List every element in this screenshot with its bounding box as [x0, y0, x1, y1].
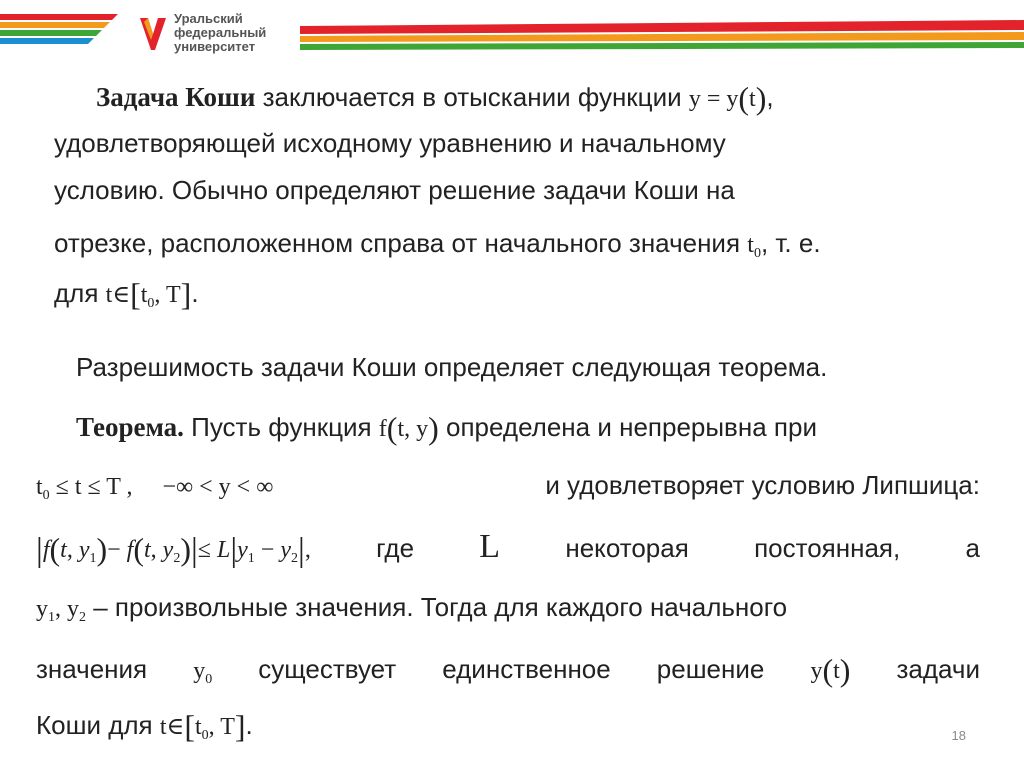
formula-conditions: $t_0 \le t \le T$ , −∞ < y < ∞	[36, 474, 274, 503]
value-word-3: единственное	[442, 654, 611, 684]
cauchy-term: Задача Коши	[96, 82, 256, 112]
university-name	[174, 12, 266, 54]
value-word-4: решение	[656, 654, 765, 684]
theorem-text1: Пусть функция	[191, 412, 372, 442]
para1-line2: удовлетворяющей исходному уравнению и начальному	[54, 128, 726, 158]
formula-y1-y2: $y_1$, $y_2$	[36, 596, 86, 625]
const-word-1: некоторая	[565, 533, 689, 563]
formula-y-t: y(t)	[810, 652, 851, 688]
constant-L: L	[479, 528, 501, 565]
page-number: 18	[951, 728, 966, 743]
university-line-3: университет	[174, 39, 256, 54]
theorem-line6: Коши для $t\in[t_0$, T].	[36, 708, 253, 744]
university-line-2: федеральный	[174, 25, 267, 40]
para1-line5-start: для	[54, 278, 99, 308]
para1-line4-text: отрезке, расположенном справа от начального значения	[54, 228, 741, 258]
theorem-line1	[76, 410, 817, 447]
formula-t0: $t_0$	[747, 232, 761, 261]
formula-lipschitz: |f(t, $y_1)- f(t$, $y_2)|\le L|y_1 - y_2|$,	[36, 531, 311, 569]
theorem-cond-text: и удовлетворяет условию Липшица:	[545, 470, 980, 500]
theorem-text2: определена и непрерывна при	[446, 412, 817, 442]
theorem-y-line: – произвольные значения. Тогда для каждого начального	[93, 592, 788, 622]
value-word-2: существует	[258, 654, 397, 684]
formula-interval-2: $t\in[t_0$, T]	[159, 708, 246, 744]
formula-y0: $y_0$	[193, 658, 213, 687]
theorem-line2	[36, 470, 980, 504]
para1-line3: условию. Обычно определяют решение задачи Коши на	[54, 175, 735, 205]
para1-line5: для $t\in[t_0$, T].	[54, 276, 199, 312]
university-line-1: Уральский	[174, 11, 243, 26]
formula-interval: $t\in[t_0$, T]	[105, 276, 192, 312]
value-word-1: значения	[36, 654, 148, 684]
para1-line1: Задача Коши заключается в отыскании функции y = y(t),	[96, 80, 774, 116]
para1-line4-end: , т. е.	[760, 228, 821, 258]
theorem-last-start: Коши для	[36, 710, 153, 740]
university-logo-mark	[138, 12, 168, 56]
formula-f-t-y: f(t, y)	[378, 410, 439, 446]
where-word: где	[376, 533, 415, 563]
para2: Разрешимость задачи Коши определяет следующая теорема.	[76, 352, 828, 382]
para1-text1: заключается в отыскании функции	[255, 82, 689, 112]
theorem-line3	[36, 528, 980, 570]
theorem-line4	[36, 592, 787, 626]
const-word-3: а	[965, 533, 980, 563]
theorem-label: Теорема.	[76, 412, 184, 442]
const-word-2: постоянная,	[754, 533, 901, 563]
formula-y-of-t: y = y(t)	[688, 80, 767, 116]
para1-line4	[54, 228, 821, 262]
value-word-5: задачи	[896, 654, 980, 684]
theorem-line5	[36, 652, 980, 689]
